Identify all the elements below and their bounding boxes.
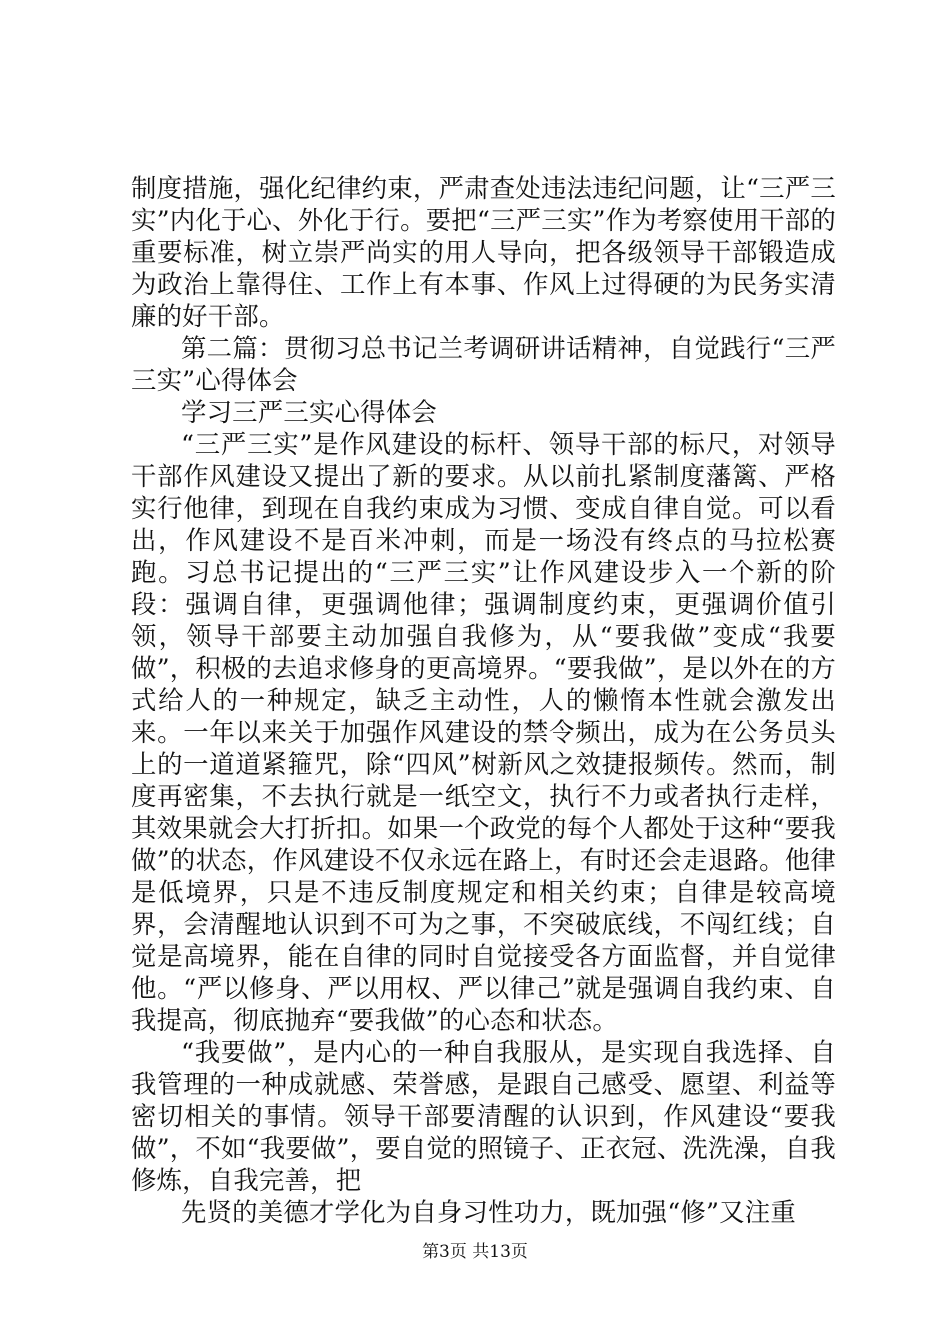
paragraph-3-article-title: 学习三严三实心得体会	[181, 397, 437, 427]
document-body	[131, 172, 836, 1228]
page-number-footer: 第3页 共13页	[422, 1242, 528, 1262]
paragraph-5: “我要做”，是内心的一种自我服从，是实现自我选择、自我管理的一种成就感、荣誉感，是跟自己感受、愿望、利益等密切相关的事情。领导干部要清醒的认识到，作风建设“要我做”，不如“我要做”，要自觉的照镜子、正衣冠、洗洗澡，自我修炼，自我完善，把	[131, 1037, 836, 1195]
paragraph-6: 先贤的美德才学化为自身习性功力，既加强“修”又注重	[181, 1197, 796, 1227]
paragraph-1: 制度措施，强化纪律约束，严肃查处违法违纪问题，让“三严三实”内化于心、外化于行。要把“三严三实”作为考察使用干部的重要标准，树立崇严尚实的用人导向，把各级领导干部锻造成为政治上靠得住、工作上有本事、作风上过得硬的为民务实清廉的好干部。	[131, 173, 836, 331]
paragraph-4: “三严三实”是作风建设的标杆、领导干部的标尺，对领导干部作风建设又提出了新的要求。从以前扎紧制度藩篱、严格实行他律，到现在自我约束成为习惯、变成自律自觉。可以看出，作风建设不是百米冲刺，而是一场没有终点的马拉松赛跑。习总书记提出的“三严三实”让作风建设步入一个新的阶段：强调自律，更强调他律；强调制度约束，更强调价值引领，领导干部要主动加强自我修为，从“要我做”变成“我要做”，积极的去追求修身的更高境界。“要我做”，是以外在的方式给人的一种规定，缺乏主动性，人的懒惰本性就会激发出来。一年以来关于加强作风建设的禁令频出，成为在公务员头上的一道道紧箍咒，除“四风”树新风之效捷报频传。然而，制度再密集，不去执行就是一纸空文，执行不力或者执行走样，其效果就会大打折扣。如果一个政党的每个人都处于这种“要我做”的状态，作风建设不仅永远在路上，有时还会走退路。他律是低境界，只是不违反制度规定和相关约束；自律是较高境界，会清醒地认识到不可为之事，不突破底线，不闯红线；自觉是高境界，能在自律的同时自觉接受各方面监督，并自觉律他。“严以修身、严以用权、严以律己”就是强调自我约束、自我提高，彻底抛弃“要我做”的心态和状态。	[131, 429, 836, 1035]
paragraph-2-section-heading: 第二篇：贯彻习总书记兰考调研讲话精神，自觉践行“三严三实”心得体会	[131, 333, 836, 395]
